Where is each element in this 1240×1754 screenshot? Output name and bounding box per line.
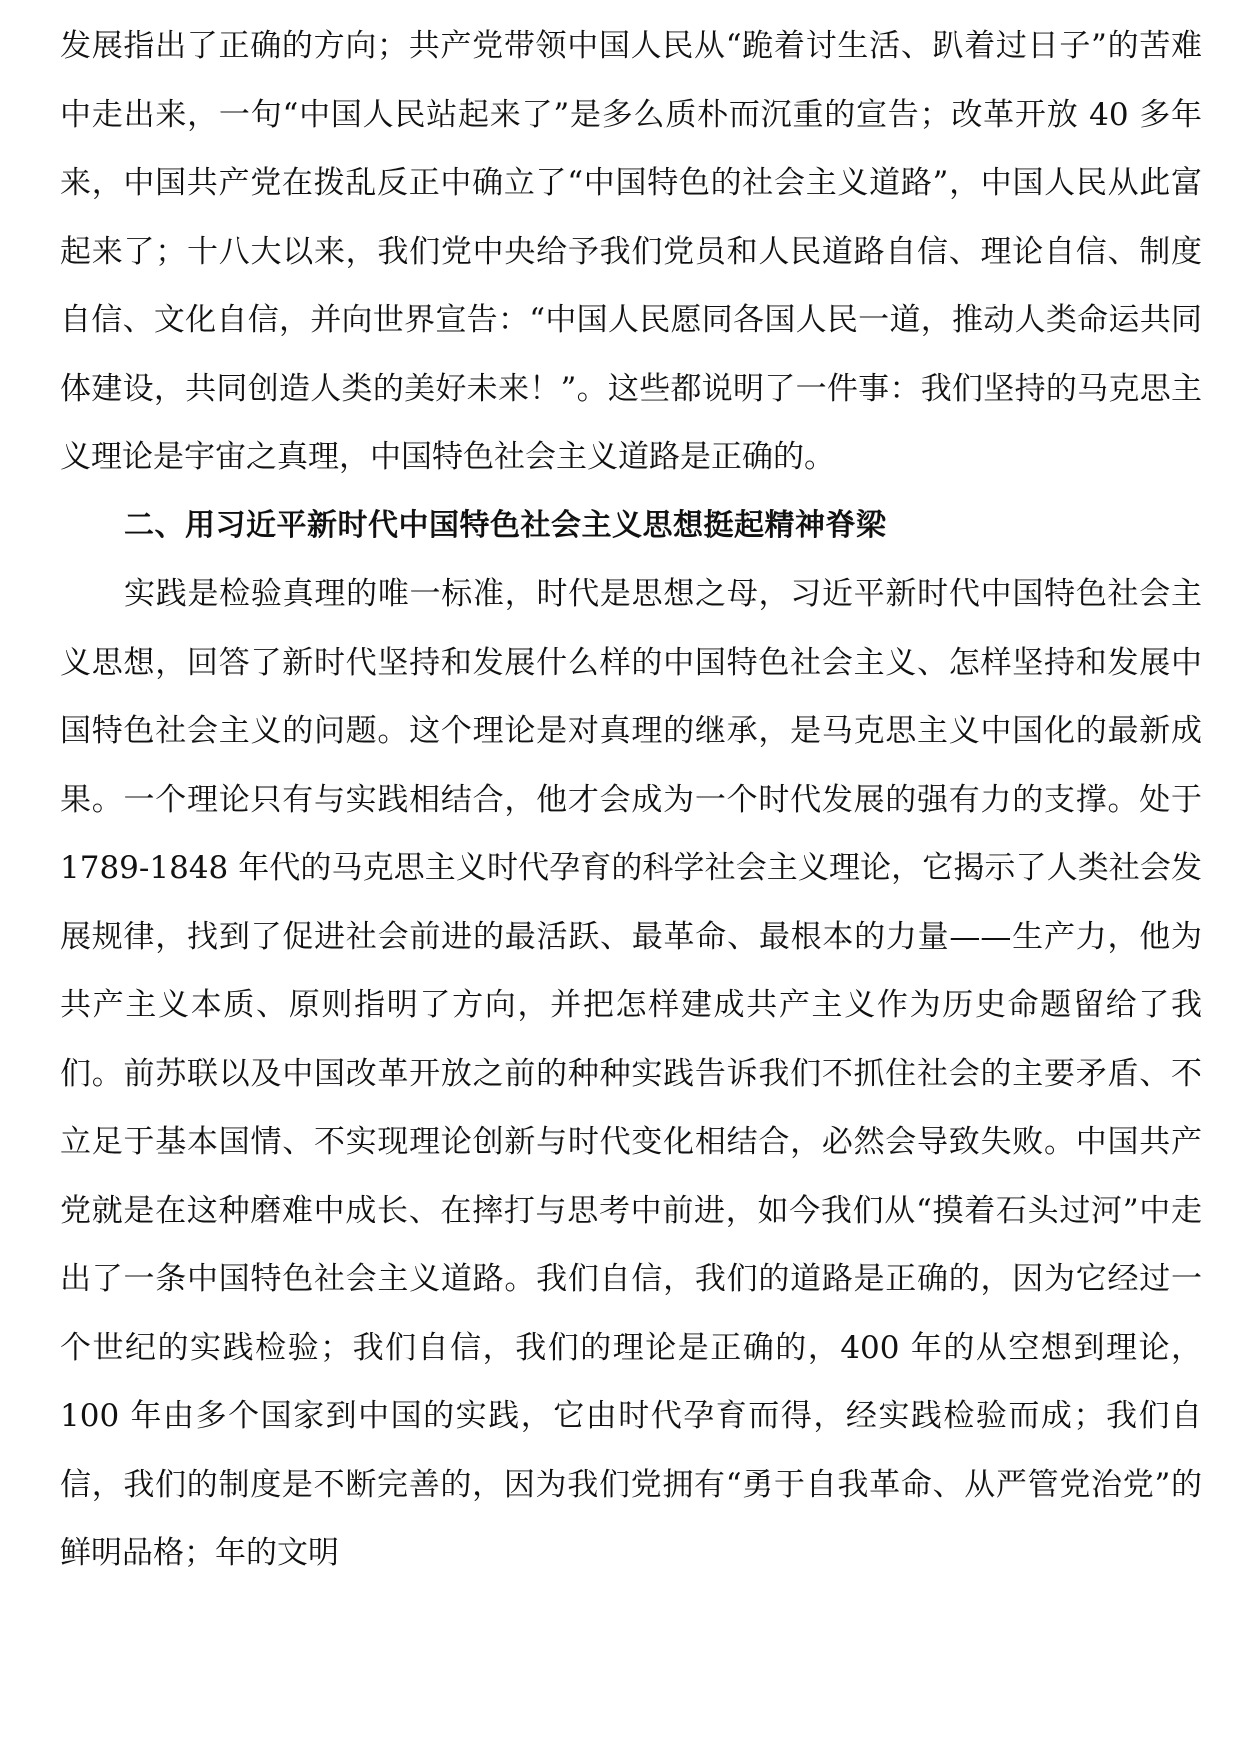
document-body xyxy=(60,12,1202,1588)
body-paragraph-continued: 发展指出了正确的方向；共产党带领中国人民从“跪着讨生活、趴着过日子”的苦难中走出来，一句“中国人民站起来了”是多么质朴而沉重的宣告；改革开放 40 多年来，中国共产党在拨乱反正中确立了“中国特色的社会主义道路”，中国人民从此富起来了；十八大以来，我们党中央给予我们党员和人民道路自信、理论自信、制度自信、文化自信，并向世界宣告：“中国人民愿同各国人民一道，推动人类命运共同体建设，共同创造人类的美好未来！”。这些都说明了一件事：我们坚持的马克思主义理论是宇宙之真理，中国特色社会主义道路是正确的。 xyxy=(60,28,1202,475)
body-paragraph: 实践是检验真理的唯一标准，时代是思想之母，习近平新时代中国特色社会主义思想，回答了新时代坚持和发展什么样的中国特色社会主义、怎样坚持和发展中国特色社会主义的问题。这个理论是对真理的继承，是马克思主义中国化的最新成果。一个理论只有与实践相结合，他才会成为一个时代发展的强有力的支撑。处于 1789-1848 年代的马克思主义时代孕育的科学社会主义理论，它揭示了人类社会发展规律，找到了促进社会前进的最活跃、最革命、最根本的力量——生产力，他为共产主义本质、原则指明了方向，并把怎样建成共产主义作为历史命题留给了我们。前苏联以及中国改革开放之前的种种实践告诉我们不抓住社会的主要矛盾、不立足于基本国情、不实现理论创新与时代变化相结合，必然会导致失败。中国共产党就是在这种磨难中成长、在摔打与思考中前进，如今我们从“摸着石头过河”中走出了一条中国特色社会主义道路。我们自信，我们的道路是正确的，因为它经过一个世纪的实践检验；我们自信，我们的理论是正确的，400 年的从空想到理论，100 年由多个国家到中国的实践，它由时代孕育而得，经实践检验而成；我们自信，我们的制度是不断完善的，因为我们党拥有“勇于自我革命、从严管党治党”的鲜明品格；年的文明 xyxy=(60,576,1202,1571)
section-heading: 二、用习近平新时代中国特色社会主义思想挺起精神脊梁 xyxy=(124,507,887,543)
